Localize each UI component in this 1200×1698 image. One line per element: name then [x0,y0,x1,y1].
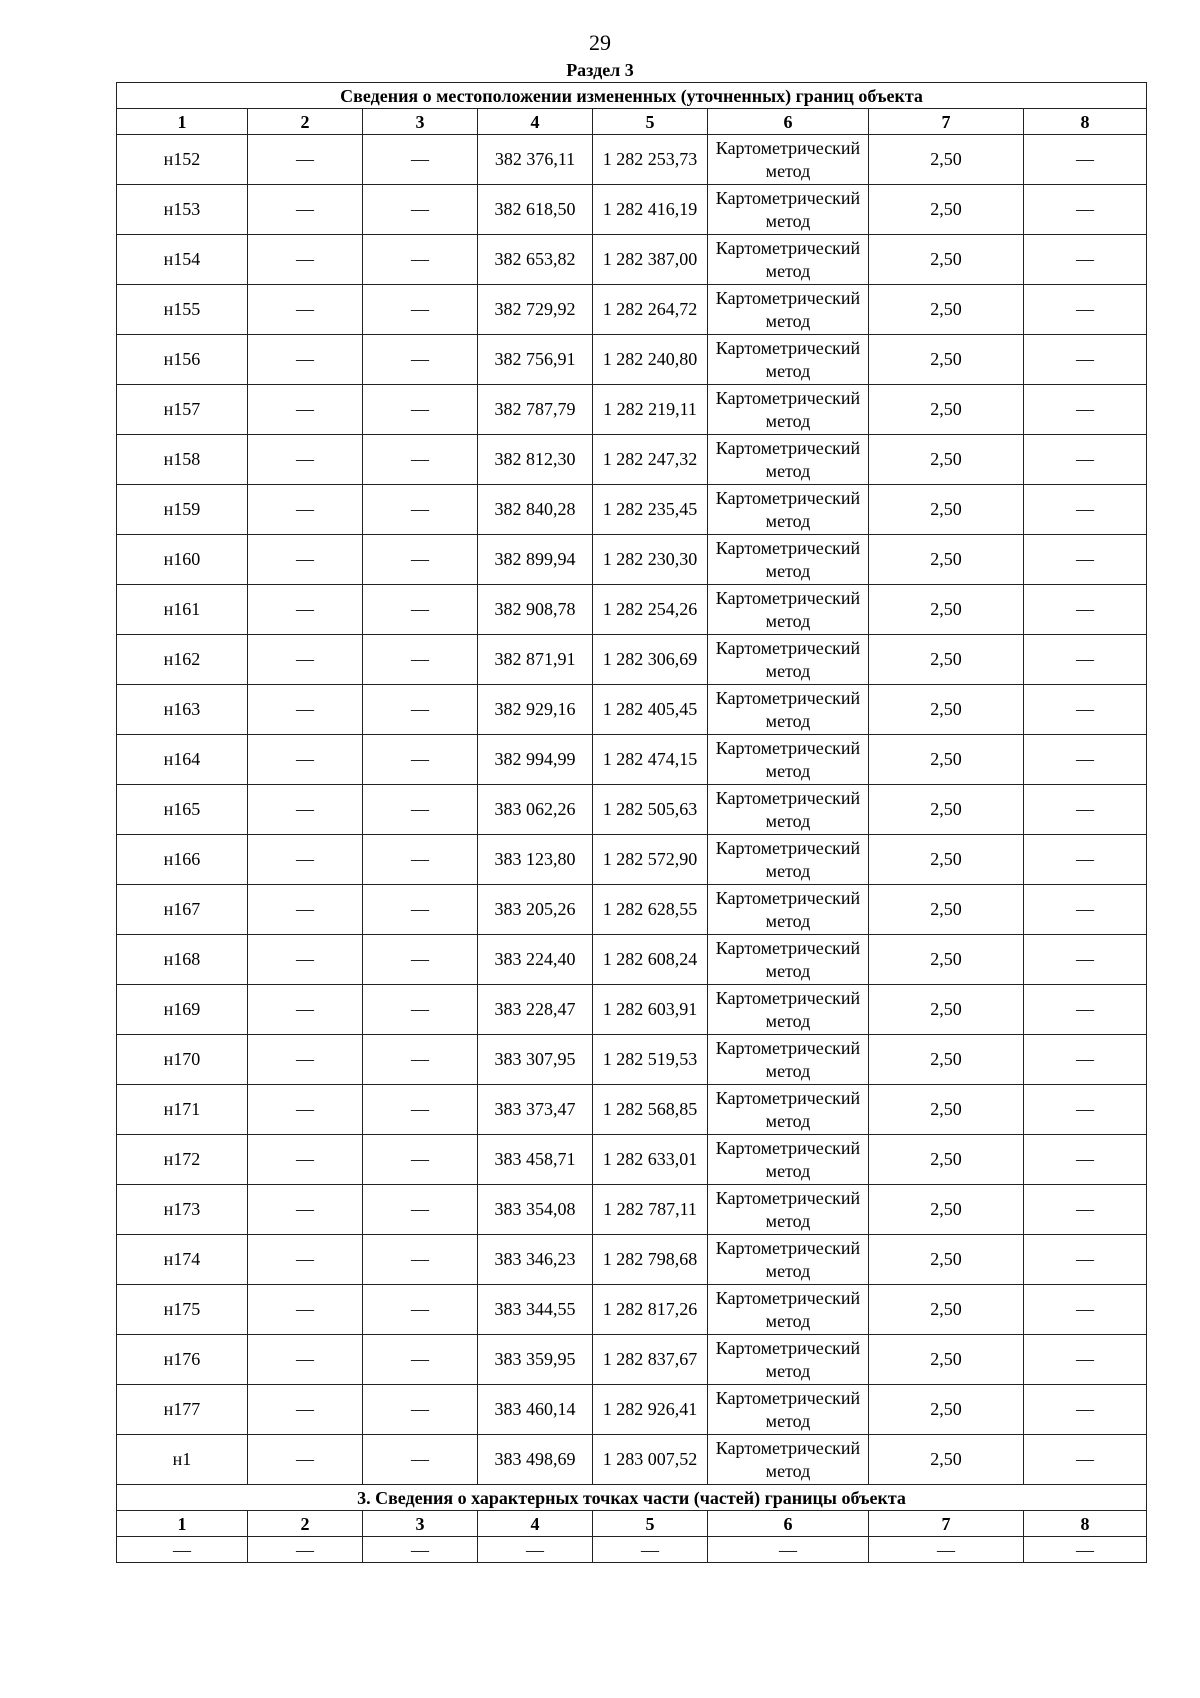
empty-cell: — [363,435,478,485]
method-cell: Картометрический метод [708,835,869,885]
column-header: 6 [708,109,869,135]
empty-cell: — [1024,285,1147,335]
empty-cell: — [248,285,363,335]
table-row [117,635,1147,685]
empty-cell: — [248,1085,363,1135]
column-header: 4 [478,109,593,135]
empty-cell: — [363,135,478,185]
x-coordinate-cell: 383 205,26 [478,885,593,935]
point-cell: н176 [117,1335,248,1385]
point-cell: н174 [117,1235,248,1285]
empty-cell: — [1024,1235,1147,1285]
accuracy-cell: 2,50 [869,185,1024,235]
accuracy-cell: 2,50 [869,935,1024,985]
x-coordinate-cell: 382 376,11 [478,135,593,185]
empty-cell: — [363,385,478,435]
column-header: 2 [248,109,363,135]
method-cell: Картометрический метод [708,885,869,935]
empty-cell: — [363,1385,478,1435]
point-cell: н167 [117,885,248,935]
empty-cell: — [1024,1185,1147,1235]
method-cell: Картометрический метод [708,1135,869,1185]
table-row [117,335,1147,385]
y-coordinate-cell: 1 282 603,91 [593,985,708,1035]
table-cell: — [1024,1537,1147,1563]
point-cell: н175 [117,1285,248,1335]
empty-cell: — [248,885,363,935]
x-coordinate-cell: 383 307,95 [478,1035,593,1085]
accuracy-cell: 2,50 [869,1135,1024,1185]
accuracy-cell: 2,50 [869,1035,1024,1085]
table-row [117,1285,1147,1335]
empty-cell: — [248,685,363,735]
table-row [117,585,1147,635]
x-coordinate-cell: 383 498,69 [478,1435,593,1485]
empty-cell: — [248,1435,363,1485]
y-coordinate-cell: 1 282 926,41 [593,1385,708,1435]
x-coordinate-cell: 382 929,16 [478,685,593,735]
column-header: 6 [708,1511,869,1537]
y-coordinate-cell: 1 282 240,80 [593,335,708,385]
empty-cell: — [248,385,363,435]
table-row [117,1035,1147,1085]
x-coordinate-cell: 382 729,92 [478,285,593,335]
empty-cell: — [1024,685,1147,735]
method-cell: Картометрический метод [708,385,869,435]
accuracy-cell: 2,50 [869,1085,1024,1135]
y-coordinate-cell: 1 282 405,45 [593,685,708,735]
table-cell: — [478,1537,593,1563]
accuracy-cell: 2,50 [869,835,1024,885]
table-row [117,935,1147,985]
method-cell: Картометрический метод [708,485,869,535]
part-section-caption: 3. Сведения о характерных точках части (частей) границы объекта [117,1485,1147,1511]
empty-cell: — [248,1285,363,1335]
method-cell: Картометрический метод [708,1185,869,1235]
empty-cell: — [1024,985,1147,1035]
accuracy-cell: 2,50 [869,1235,1024,1285]
method-cell: Картометрический метод [708,235,869,285]
y-coordinate-cell: 1 282 628,55 [593,885,708,935]
accuracy-cell: 2,50 [869,885,1024,935]
column-header: 8 [1024,1511,1147,1537]
x-coordinate-cell: 382 756,91 [478,335,593,385]
empty-cell: — [363,1235,478,1285]
point-cell: н166 [117,835,248,885]
table-row [117,735,1147,785]
accuracy-cell: 2,50 [869,385,1024,435]
table-row [117,485,1147,535]
table-row [117,535,1147,585]
empty-cell: — [248,935,363,985]
empty-cell: — [363,735,478,785]
table-row [117,1185,1147,1235]
column-header: 3 [363,109,478,135]
point-cell: н171 [117,1085,248,1135]
y-coordinate-cell: 1 283 007,52 [593,1435,708,1485]
method-cell: Картометрический метод [708,1085,869,1135]
x-coordinate-cell: 382 899,94 [478,535,593,585]
table-row [117,1085,1147,1135]
x-coordinate-cell: 383 354,08 [478,1185,593,1235]
table-row [117,785,1147,835]
empty-cell: — [1024,835,1147,885]
empty-cell: — [248,1335,363,1385]
empty-cell: — [1024,535,1147,585]
method-cell: Картометрический метод [708,1285,869,1335]
y-coordinate-cell: 1 282 474,15 [593,735,708,785]
method-cell: Картометрический метод [708,1435,869,1485]
table-row [117,885,1147,935]
y-coordinate-cell: 1 282 230,30 [593,535,708,585]
empty-cell: — [363,685,478,735]
column-header: 7 [869,109,1024,135]
method-cell: Картометрический метод [708,1035,869,1085]
table-row [117,185,1147,235]
empty-cell: — [248,735,363,785]
y-coordinate-cell: 1 282 572,90 [593,835,708,885]
accuracy-cell: 2,50 [869,135,1024,185]
accuracy-cell: 2,50 [869,985,1024,1035]
table-cell: — [593,1537,708,1563]
point-cell: н156 [117,335,248,385]
empty-cell: — [1024,135,1147,185]
y-coordinate-cell: 1 282 235,45 [593,485,708,535]
table-cell: — [363,1537,478,1563]
x-coordinate-cell: 383 123,80 [478,835,593,885]
empty-cell: — [1024,785,1147,835]
empty-cell: — [248,1035,363,1085]
empty-cell: — [363,485,478,535]
table-cell: — [869,1537,1024,1563]
empty-cell: — [363,1435,478,1485]
point-cell: н154 [117,235,248,285]
point-cell: н152 [117,135,248,185]
point-cell: н165 [117,785,248,835]
method-cell: Картометрический метод [708,1235,869,1285]
x-coordinate-cell: 382 840,28 [478,485,593,535]
point-cell: н164 [117,735,248,785]
table-row [117,1335,1147,1385]
empty-cell: — [363,885,478,935]
section-title: Раздел 3 [566,60,634,80]
empty-cell: — [248,1135,363,1185]
point-cell: н158 [117,435,248,485]
empty-cell: — [248,985,363,1035]
y-coordinate-cell: 1 282 787,11 [593,1185,708,1235]
method-cell: Картометрический метод [708,1335,869,1385]
method-cell: Картометрический метод [708,435,869,485]
y-coordinate-cell: 1 282 798,68 [593,1235,708,1285]
point-cell: н172 [117,1135,248,1185]
empty-cell: — [248,635,363,685]
table-row [117,1435,1147,1485]
empty-cell: — [363,1285,478,1335]
accuracy-cell: 2,50 [869,685,1024,735]
table-header-row [117,109,1147,135]
accuracy-cell: 2,50 [869,585,1024,635]
point-cell: н160 [117,535,248,585]
empty-cell: — [363,835,478,885]
empty-cell: — [1024,385,1147,435]
table-row [117,985,1147,1035]
empty-cell: — [363,1335,478,1385]
y-coordinate-cell: 1 282 608,24 [593,935,708,985]
y-coordinate-cell: 1 282 817,26 [593,1285,708,1335]
empty-cell: — [248,585,363,635]
empty-cell: — [363,1135,478,1185]
empty-cell: — [363,635,478,685]
point-cell: н161 [117,585,248,635]
empty-cell: — [1024,585,1147,635]
empty-cell: — [1024,485,1147,535]
column-header: 1 [117,109,248,135]
empty-cell: — [363,535,478,585]
x-coordinate-cell: 383 373,47 [478,1085,593,1135]
column-header: 5 [593,1511,708,1537]
x-coordinate-cell: 383 228,47 [478,985,593,1035]
column-header: 2 [248,1511,363,1537]
y-coordinate-cell: 1 282 306,69 [593,635,708,685]
y-coordinate-cell: 1 282 568,85 [593,1085,708,1135]
y-coordinate-cell: 1 282 837,67 [593,1335,708,1385]
x-coordinate-cell: 382 787,79 [478,385,593,435]
point-cell: н170 [117,1035,248,1085]
empty-cell: — [1024,735,1147,785]
y-coordinate-cell: 1 282 254,26 [593,585,708,635]
accuracy-cell: 2,50 [869,785,1024,835]
y-coordinate-cell: 1 282 387,00 [593,235,708,285]
table-row [117,285,1147,335]
column-header: 5 [593,109,708,135]
x-coordinate-cell: 383 062,26 [478,785,593,835]
accuracy-cell: 2,50 [869,535,1024,585]
table-row [117,835,1147,885]
point-cell: н169 [117,985,248,1035]
x-coordinate-cell: 383 346,23 [478,1235,593,1285]
y-coordinate-cell: 1 282 416,19 [593,185,708,235]
method-cell: Картометрический метод [708,1385,869,1435]
x-coordinate-cell: 383 224,40 [478,935,593,985]
empty-cell: — [1024,935,1147,985]
point-cell: н1 [117,1435,248,1485]
point-cell: н159 [117,485,248,535]
column-header: 1 [117,1511,248,1537]
empty-cell: — [363,335,478,385]
empty-cell: — [1024,1385,1147,1435]
empty-cell: — [248,1185,363,1235]
empty-cell: — [1024,435,1147,485]
method-cell: Картометрический метод [708,935,869,985]
y-coordinate-cell: 1 282 505,63 [593,785,708,835]
point-cell: н168 [117,935,248,985]
accuracy-cell: 2,50 [869,435,1024,485]
empty-cell: — [1024,1435,1147,1485]
x-coordinate-cell: 382 812,30 [478,435,593,485]
empty-cell: — [1024,185,1147,235]
method-cell: Картометрический метод [708,735,869,785]
empty-cell: — [363,585,478,635]
empty-cell: — [363,785,478,835]
y-coordinate-cell: 1 282 247,32 [593,435,708,485]
x-coordinate-cell: 383 460,14 [478,1385,593,1435]
part-data-row [117,1537,1147,1563]
point-cell: н177 [117,1385,248,1435]
column-header: 7 [869,1511,1024,1537]
empty-cell: — [363,1035,478,1085]
x-coordinate-cell: 382 908,78 [478,585,593,635]
method-cell: Картометрический метод [708,585,869,635]
empty-cell: — [363,285,478,335]
x-coordinate-cell: 382 653,82 [478,235,593,285]
table-row [117,135,1147,185]
table-row [117,685,1147,735]
empty-cell: — [1024,335,1147,385]
accuracy-cell: 2,50 [869,485,1024,535]
empty-cell: — [363,1185,478,1235]
method-cell: Картометрический метод [708,535,869,585]
accuracy-cell: 2,50 [869,1435,1024,1485]
empty-cell: — [248,435,363,485]
empty-cell: — [1024,1335,1147,1385]
empty-cell: — [248,235,363,285]
empty-cell: — [1024,885,1147,935]
empty-cell: — [248,1235,363,1285]
accuracy-cell: 2,50 [869,1285,1024,1335]
accuracy-cell: 2,50 [869,1185,1024,1235]
empty-cell: — [363,935,478,985]
point-cell: н163 [117,685,248,735]
y-coordinate-cell: 1 282 219,11 [593,385,708,435]
y-coordinate-cell: 1 282 264,72 [593,285,708,335]
empty-cell: — [1024,1035,1147,1085]
accuracy-cell: 2,50 [869,1335,1024,1385]
method-cell: Картометрический метод [708,335,869,385]
method-cell: Картометрический метод [708,185,869,235]
point-cell: н155 [117,285,248,335]
y-coordinate-cell: 1 282 633,01 [593,1135,708,1185]
x-coordinate-cell: 383 344,55 [478,1285,593,1335]
x-coordinate-cell: 382 871,91 [478,635,593,685]
table-cell: — [708,1537,869,1563]
table-row [117,1135,1147,1185]
point-cell: н173 [117,1185,248,1235]
x-coordinate-cell: 382 994,99 [478,735,593,785]
column-header: 3 [363,1511,478,1537]
accuracy-cell: 2,50 [869,1385,1024,1435]
empty-cell: — [1024,1135,1147,1185]
method-cell: Картометрический метод [708,685,869,735]
method-cell: Картометрический метод [708,135,869,185]
accuracy-cell: 2,50 [869,335,1024,385]
x-coordinate-cell: 382 618,50 [478,185,593,235]
method-cell: Картометрический метод [708,635,869,685]
method-cell: Картометрический метод [708,985,869,1035]
table-row [117,1235,1147,1285]
empty-cell: — [248,185,363,235]
table-cell: — [117,1537,248,1563]
empty-cell: — [1024,1285,1147,1335]
empty-cell: — [363,1085,478,1135]
table-caption: Сведения о местоположении измененных (уточненных) границ объекта [117,83,1147,109]
empty-cell: — [248,535,363,585]
table-row [117,1385,1147,1435]
x-coordinate-cell: 383 359,95 [478,1335,593,1385]
empty-cell: — [1024,635,1147,685]
empty-cell: — [1024,1085,1147,1135]
accuracy-cell: 2,50 [869,285,1024,335]
column-header: 4 [478,1511,593,1537]
accuracy-cell: 2,50 [869,735,1024,785]
empty-cell: — [363,235,478,285]
empty-cell: — [248,835,363,885]
table-row [117,385,1147,435]
y-coordinate-cell: 1 282 519,53 [593,1035,708,1085]
empty-cell: — [363,985,478,1035]
method-cell: Картометрический метод [708,285,869,335]
point-cell: н157 [117,385,248,435]
empty-cell: — [248,135,363,185]
page-number: 29 [589,30,611,55]
point-cell: н162 [117,635,248,685]
method-cell: Картометрический метод [708,785,869,835]
empty-cell: — [248,1385,363,1435]
table-row [117,435,1147,485]
accuracy-cell: 2,50 [869,635,1024,685]
x-coordinate-cell: 383 458,71 [478,1135,593,1185]
empty-cell: — [363,185,478,235]
table-row [117,235,1147,285]
empty-cell: — [1024,235,1147,285]
part-header-row [117,1511,1147,1537]
accuracy-cell: 2,50 [869,235,1024,285]
point-cell: н153 [117,185,248,235]
column-header: 8 [1024,109,1147,135]
empty-cell: — [248,335,363,385]
table-cell: — [248,1537,363,1563]
boundary-points-table [116,82,1147,1563]
y-coordinate-cell: 1 282 253,73 [593,135,708,185]
empty-cell: — [248,485,363,535]
empty-cell: — [248,785,363,835]
